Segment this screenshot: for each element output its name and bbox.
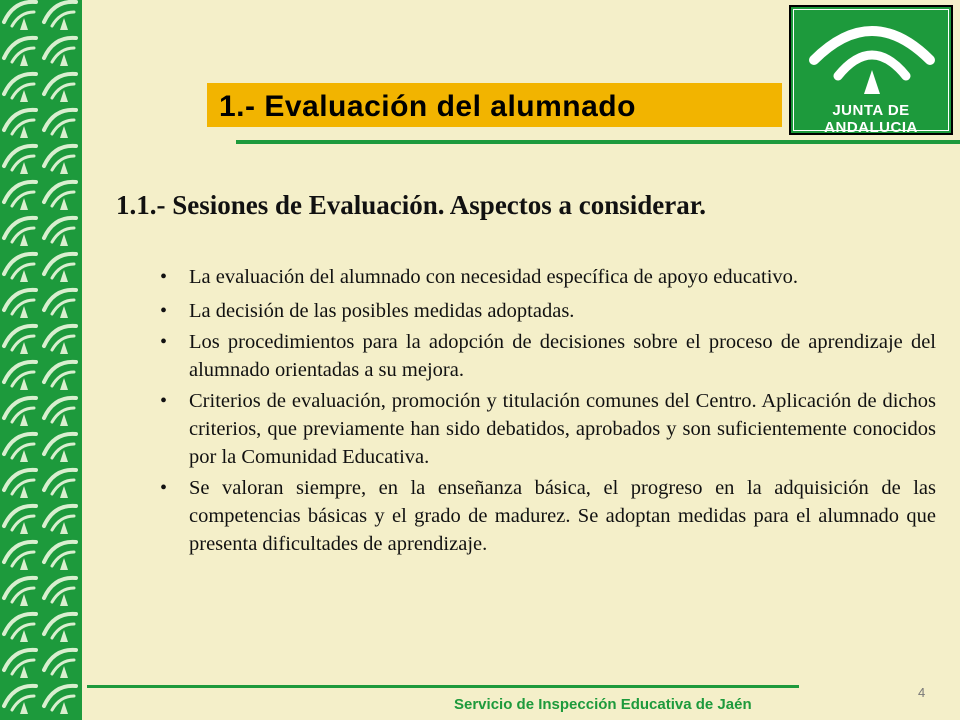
logo-caption: JUNTA DE ANDALUCIA (824, 102, 918, 136)
bullet-icon: • (160, 266, 168, 288)
footer-text: Servicio de Inspección Educativa de Jaén (454, 696, 752, 713)
title-underline (236, 140, 960, 144)
list-item (160, 328, 936, 384)
list-item (160, 262, 936, 293)
side-decorative-strip (0, 0, 82, 720)
junta-de-andalucia-logo (789, 5, 953, 135)
bullet-icon: • (160, 390, 168, 412)
bullet-list (160, 262, 936, 561)
bullet-text: Los procedimientos para la adopción de decisiones sobre el proceso de aprendizaje del alumnado orientadas a su mejora. (189, 331, 936, 381)
bullet-icon: • (160, 331, 168, 353)
bullet-text: Criterios de evaluación, promoción y titulación comunes del Centro. Aplicación de dichos criterios, que previamente han sido debatidos, aprobados y son suficientemente conocidos por la Comunidad Educativa. (189, 390, 936, 468)
bullet-icon: • (160, 300, 168, 322)
bullet-text: Se valoran siempre, en la enseñanza básica, el progreso en la adquisición de las competencias básicas y el grado de madurez. Se adoptan medidas para el alumnado que presenta dificultades de aprendizaje. (189, 477, 936, 555)
bullet-icon: • (160, 477, 168, 499)
andalucia-emblem-pattern-icon (0, 0, 82, 720)
list-item (160, 297, 936, 325)
list-item (160, 387, 936, 471)
footer-divider (87, 685, 799, 688)
list-item (160, 474, 936, 558)
page-number: 4 (918, 685, 926, 700)
section-subtitle: 1.1.- Sesiones de Evaluación. Aspectos a considerar. (116, 190, 707, 220)
slide-title: 1.- Evaluación del alumnado (219, 90, 636, 123)
bullet-text: La evaluación del alumnado con necesidad específica de apoyo educativo. (189, 266, 799, 288)
bullet-text: La decisión de las posibles medidas adoptadas. (189, 300, 575, 322)
